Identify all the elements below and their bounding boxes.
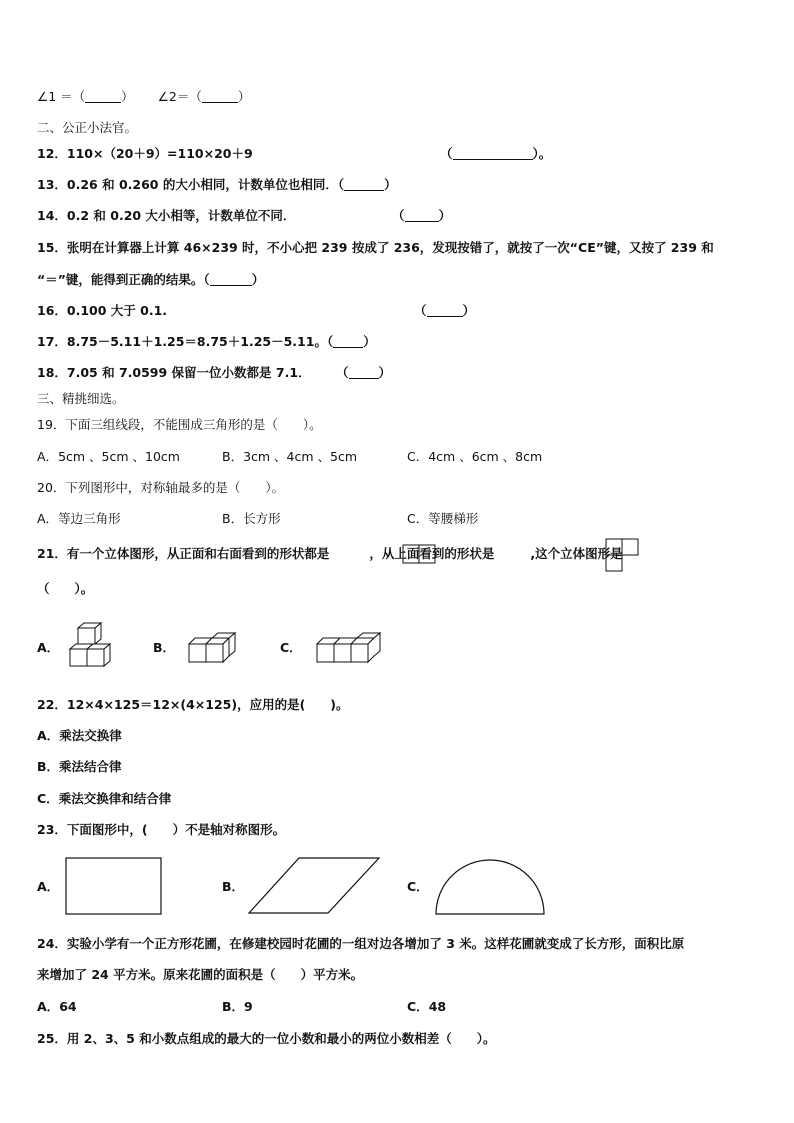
question-22-option-a[interactable]: A．乘法交换律 (37, 728, 122, 743)
question-24-option-c[interactable]: C．48 (407, 999, 447, 1014)
question-21-option-a[interactable]: A． (37, 640, 60, 655)
question-19-option-b[interactable]: B．3cm 、4cm 、5cm (222, 449, 358, 464)
question-21-line2: （ ）。 (37, 581, 94, 596)
question-12: 12．110×（20＋9）=110×20＋9 (37, 146, 253, 161)
angle-2-blank[interactable] (202, 90, 238, 103)
question-23-option-c[interactable]: C． (407, 879, 429, 894)
question-18: 18．7.05 和 7.0599 保留一位小数都是 7.1． (37, 365, 311, 380)
question-23: 23．下面图形中，( ）不是轴对称图形。 (37, 822, 286, 837)
cube-figure-c (314, 632, 386, 666)
section-2-title: 二、公正小法官。 (37, 120, 138, 135)
question-12-blank[interactable] (453, 147, 533, 160)
angle-2-label: ∠2 (157, 89, 177, 104)
question-18-blank[interactable] (349, 366, 379, 379)
question-23-option-a[interactable]: A． (37, 879, 60, 894)
question-16-blank[interactable] (427, 304, 463, 317)
question-24-option-a[interactable]: A．64 (37, 999, 77, 1014)
question-22-option-c[interactable]: C．乘法交换律和结合律 (37, 791, 172, 806)
cube-figure-b (186, 632, 242, 666)
cube-figure-a (64, 622, 122, 670)
section-3-title: 三、精挑细选。 (37, 391, 125, 406)
question-20-option-a[interactable]: A．等边三角形 (37, 511, 121, 526)
question-17-blank[interactable] (333, 335, 363, 348)
question-22-option-b[interactable]: B．乘法结合律 (37, 759, 122, 774)
question-25: 25．用 2、3、5 和小数点组成的最大的一位小数和最小的两位小数相差（ ）。 (37, 1031, 496, 1046)
front-view-figure (402, 544, 436, 566)
top-view-figure (605, 538, 641, 574)
question-20-option-c[interactable]: C．等腰梯形 (407, 511, 479, 526)
question-23-option-b[interactable]: B． (222, 879, 245, 894)
question-15-line2: “＝”键，能得到正确的结果。（ ） (37, 272, 265, 287)
semicircle-shape (434, 857, 548, 917)
question-22: 22．12×4×125＝12×(4×125)，应用的是( )。 (37, 697, 349, 712)
question-24-line1: 24．实验小学有一个正方形花圃，在修建校园时花圃的一组对边各增加了 3 米。这样花圃就变成了长方形，面积比原 (37, 936, 685, 951)
question-24-line2: 来增加了 24 平方米。原来花圃的面积是（ ）平方米。 (37, 967, 364, 982)
question-14-answer: （ ） (392, 208, 452, 223)
angle-1-label: ∠1 (37, 89, 57, 104)
rectangle-shape (65, 857, 163, 917)
question-13-blank[interactable] (344, 178, 384, 191)
question-19-option-c[interactable]: C．4cm 、6cm 、8cm (407, 449, 543, 464)
question-12-answer: （ ）。 (440, 146, 552, 161)
question-15-line1: 15．张明在计算器上计算 46×239 时，不小心把 239 按成了 236，发现按错了，就按了一次“CE”键，又按了 239 和 (37, 240, 714, 255)
question-21-option-c[interactable]: C． (280, 640, 302, 655)
question-18-answer: （ ） (336, 365, 392, 380)
question-13: 13．0.26 和 0.260 的大小相同，计数单位也相同．（ ） (37, 177, 397, 192)
question-14: 14．0.2 和 0.20 大小相等，计数单位不同． (37, 208, 296, 223)
question-20-option-b[interactable]: B．长方形 (222, 511, 281, 526)
question-14-blank[interactable] (405, 209, 439, 222)
question-21-line1: 21．有一个立体图形，从正面和右面看到的形状都是 ，从上面看到的形状是 ,这个立体图形是 (37, 546, 623, 561)
question-15-blank[interactable] (210, 273, 252, 286)
question-19: 19．下面三组线段，不能围成三角形的是（ ）。 (37, 417, 322, 432)
angle-answer-line: ∠1 ＝（ ） ∠2＝（ ） (37, 89, 251, 104)
parallelogram-shape (248, 856, 382, 916)
question-20: 20．下列图形中，对称轴最多的是（ ）。 (37, 480, 285, 495)
question-21-option-b[interactable]: B． (153, 640, 176, 655)
question-17: 17．8.75－5.11＋1.25＝8.75＋1.25－5.11。（ ） (37, 334, 376, 349)
angle-1-blank[interactable] (85, 90, 121, 103)
question-16-answer: （ ） (414, 303, 476, 318)
question-24-option-b[interactable]: B．9 (222, 999, 253, 1014)
question-16: 16．0.100 大于 0.1. (37, 303, 168, 318)
question-19-option-a[interactable]: A．5cm 、5cm 、10cm (37, 449, 180, 464)
